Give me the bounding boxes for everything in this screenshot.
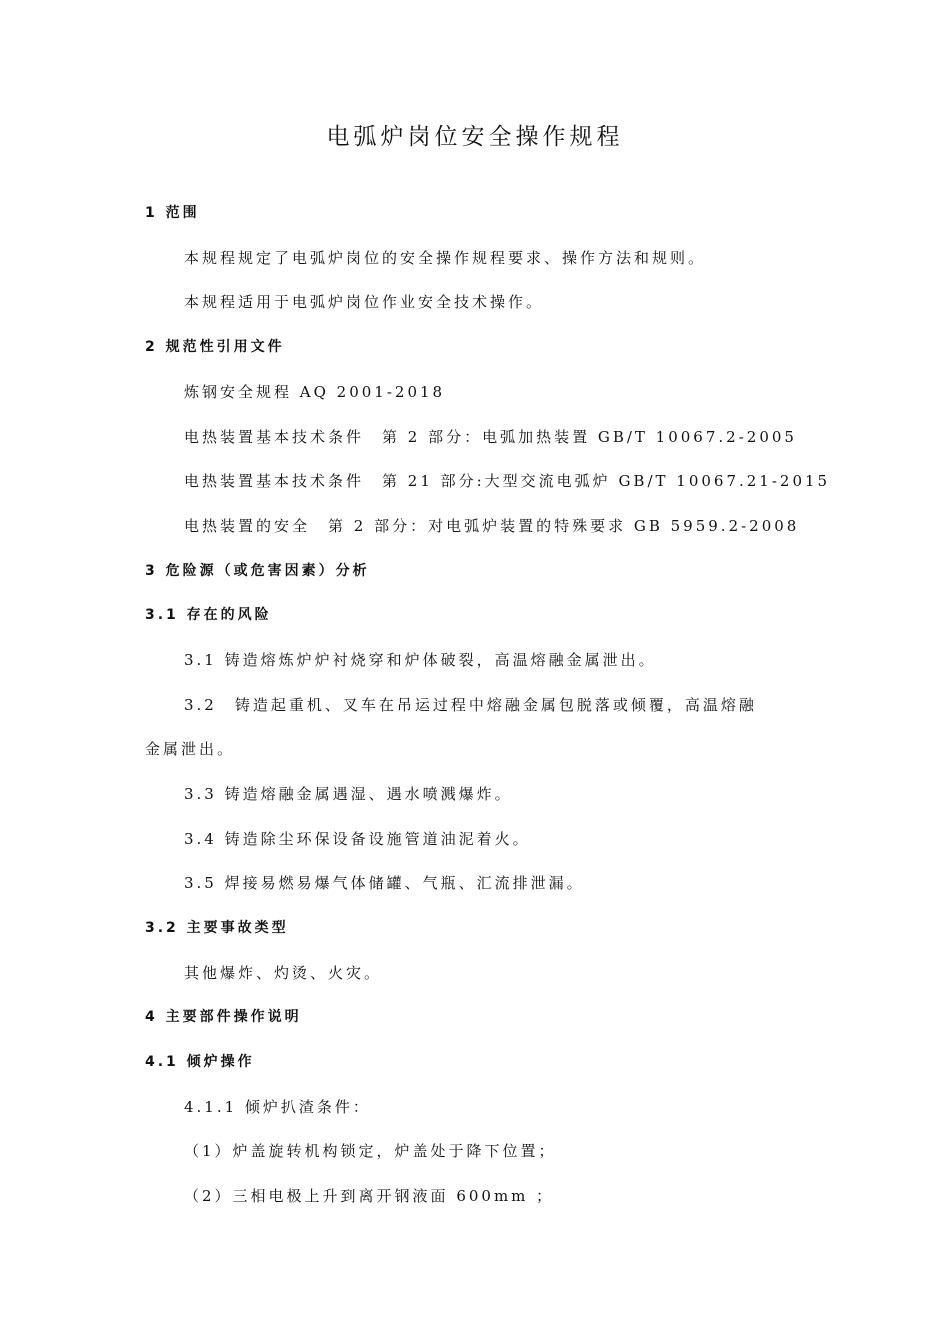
subsection-heading: 3.1 存在的风险	[145, 607, 272, 623]
section-heading: 4 主要部件操作说明	[145, 1009, 302, 1025]
paragraph: 3.1 铸造熔炼炉炉衬烧穿和炉体破裂，高温熔融金属泄出。	[184, 651, 657, 669]
list-item: （1）炉盖旋转机构锁定，炉盖处于降下位置；	[184, 1142, 557, 1160]
paragraph: 3.3 铸造熔融金属遇湿、遇水喷溅爆炸。	[184, 785, 513, 803]
paragraph: 本规程适用于电弧炉岗位作业安全技术操作。	[184, 293, 545, 311]
section-heading: 3 危险源（或危害因素）分析	[145, 563, 370, 579]
paragraph: 4.1.1 倾炉扒渣条件：	[184, 1098, 371, 1116]
paragraph: 电热装置的安全 第 2 部分：对电弧炉装置的特殊要求 GB 5959.2-2008	[184, 517, 800, 535]
paragraph: 其他爆炸、灼烫、火灾。	[184, 964, 383, 982]
paragraph-continuation: 金属泄出。	[145, 740, 236, 758]
paragraph: 电热装置基本技术条件 第 21 部分:大型交流电弧炉 GB/T 10067.21-2015	[184, 472, 831, 490]
section-heading: 2 规范性引用文件	[145, 339, 285, 355]
paragraph: 3.4 铸造除尘环保设备设施管道油泥着火。	[184, 830, 531, 848]
paragraph: 3.5 焊接易燃易爆气体储罐、气瓶、汇流排泄漏。	[184, 874, 585, 892]
paragraph: 3.2 铸造起重机、叉车在吊运过程中熔融金属包脱落或倾覆，高温熔融	[184, 696, 757, 714]
list-item: （2）三相电极上升到离开钢液面 600mm ；	[184, 1187, 555, 1205]
document-title: 电弧炉岗位安全操作规程	[326, 124, 624, 150]
subsection-heading: 3.2 主要事故类型	[145, 920, 289, 936]
paragraph: 本规程规定了电弧炉岗位的安全操作规程要求、操作方法和规则。	[184, 249, 707, 267]
subsection-heading: 4.1 倾炉操作	[145, 1054, 255, 1070]
paragraph: 炼钢安全规程 AQ 2001-2018	[184, 383, 446, 401]
section-heading: 1 范围	[145, 205, 200, 221]
paragraph: 电热装置基本技术条件 第 2 部分：电弧加热装置 GB/T 10067.2-2005	[184, 428, 797, 446]
